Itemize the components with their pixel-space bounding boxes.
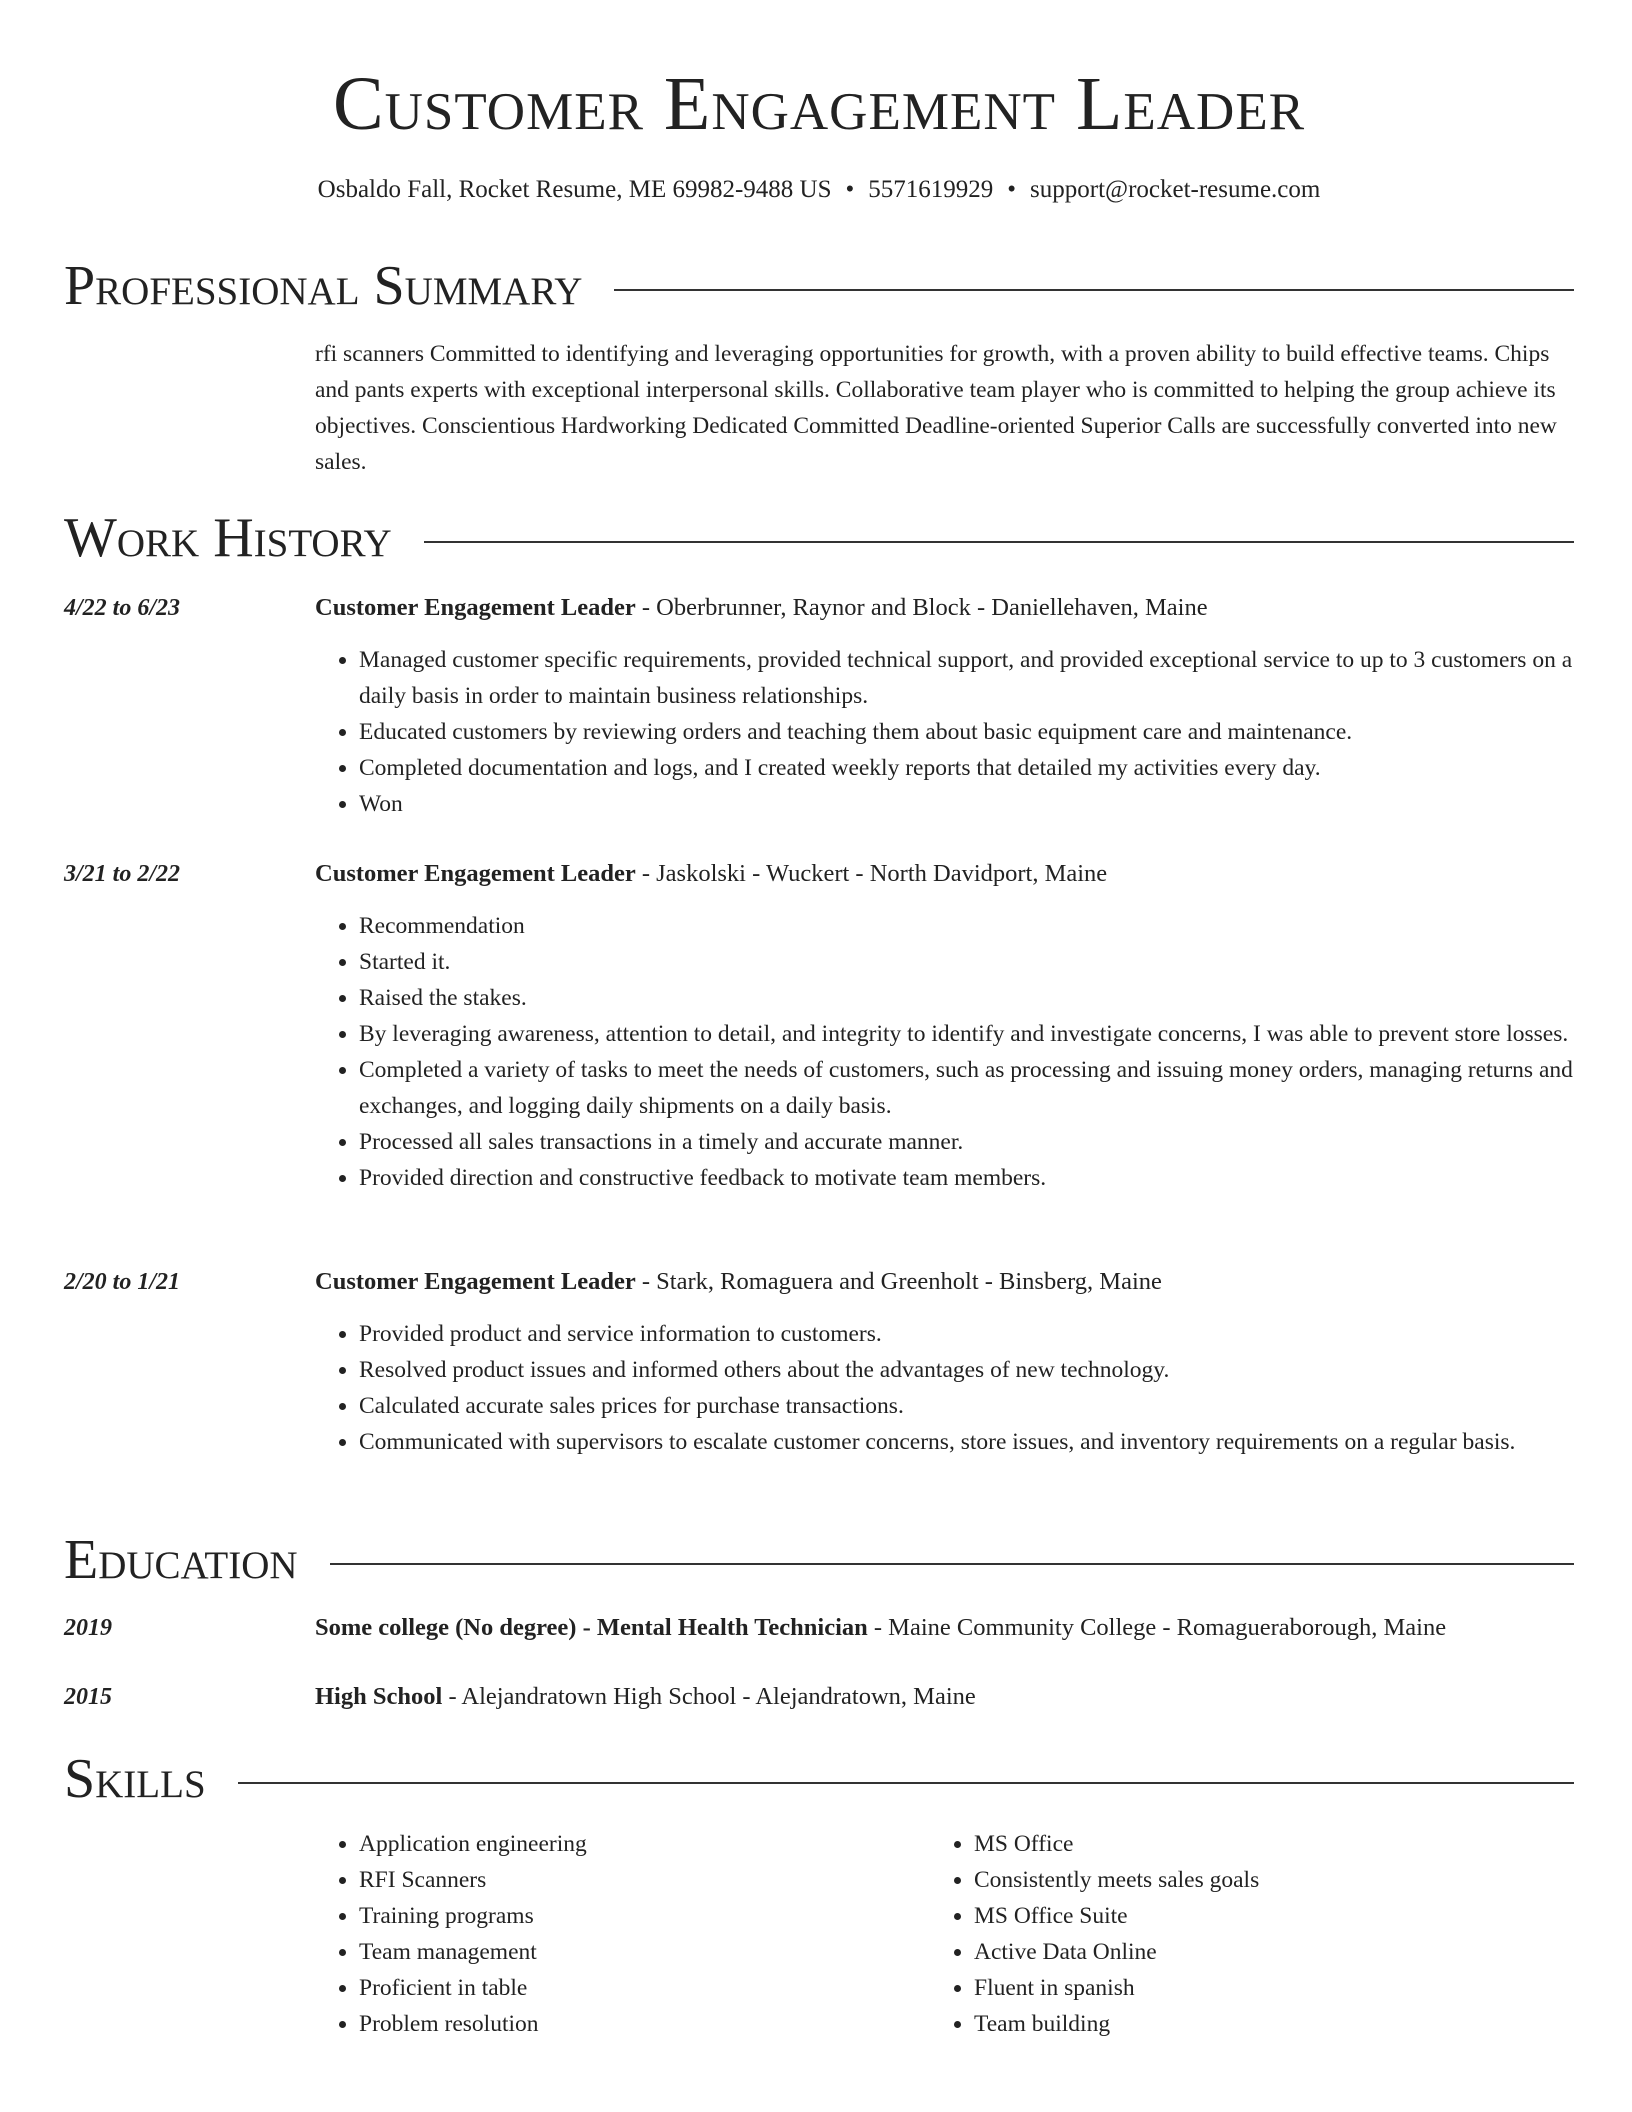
job-title-line <box>315 856 1575 892</box>
skill-item: • MS Office Suite <box>974 1898 1534 1934</box>
job-employer: - Oberbrunner, Raynor and Block - Daniellehaven, Maine <box>635 594 1208 621</box>
skills-list-right <box>930 1826 1534 2042</box>
resume-title: Customer Engagement Leader <box>332 62 1306 146</box>
education-line <box>315 1610 1575 1646</box>
skill-item: • MS Office <box>974 1826 1534 1862</box>
section-divider <box>424 541 1574 543</box>
skills-list-left <box>315 1826 919 2042</box>
skill-item: • Problem resolution <box>359 2006 919 2042</box>
job-bullet: • Provided direction and constructive feedback to motivate team members. <box>359 1160 1579 1196</box>
section-divider <box>238 1782 1574 1784</box>
job-bullets <box>315 642 1579 822</box>
job-bullet: • Raised the stakes. <box>359 980 1579 1016</box>
job-title: Customer Engagement Leader <box>315 594 636 621</box>
education-school: - Maine Community College - Romagueraborough, Maine <box>867 1614 1447 1641</box>
job-bullet: • Provided product and service information to customers. <box>359 1316 1579 1352</box>
education-section-header <box>64 1528 1574 1592</box>
job-title: Customer Engagement Leader <box>315 860 636 887</box>
job-employer: - Jaskolski - Wuckert - North Davidport, Maine <box>635 860 1108 887</box>
contact-address: Osbaldo Fall, Rocket Resume, ME 69982-9488 US <box>317 176 832 203</box>
job-bullets <box>315 908 1579 1196</box>
work-section-header <box>64 506 1574 570</box>
education-heading: Education <box>64 1529 298 1591</box>
job-bullet: • Completed documentation and logs, and I created weekly reports that detailed my activities every day. <box>359 750 1579 786</box>
section-divider <box>614 289 1574 291</box>
summary-heading: Professional Summary <box>64 255 583 317</box>
job-bullet: • Managed customer specific requirements, provided technical support, and provided exceptional service to up to 3 customers on a daily basis in order to maintain business relationships. <box>359 642 1579 714</box>
job-employer: - Stark, Romaguera and Greenholt - Binsberg, Maine <box>635 1268 1162 1295</box>
skill-item: • Team building <box>974 2006 1534 2042</box>
job-bullet: • Calculated accurate sales prices for purchase transactions. <box>359 1388 1579 1424</box>
job-dates: 4/22 to 6/23 <box>64 595 181 621</box>
contact-line <box>64 172 1574 208</box>
contact-email: support@rocket-resume.com <box>1030 176 1321 203</box>
summary-text: rfi scanners Committed to identifying and leveraging opportunities for growth, with a proven ability to build effective teams. Chips and pants experts with exceptional interpersonal skills. Collaborative team player who is committed to helping the group achieve its objectives. Conscientious Hardworking Dedicated Committed Deadline-oriented Superior Calls are successfully converted into new sales. <box>315 341 1557 475</box>
job-title-line <box>315 590 1575 626</box>
skills-section-header <box>64 1747 1574 1811</box>
job-title-line <box>315 1264 1575 1300</box>
skill-item: • Training programs <box>359 1898 919 1934</box>
education-degree: High School <box>315 1683 443 1710</box>
job-dates: 2/20 to 1/21 <box>64 1269 181 1295</box>
section-divider <box>330 1563 1574 1565</box>
skill-item: • RFI Scanners <box>359 1862 919 1898</box>
job-bullet: • Communicated with supervisors to escalate customer concerns, store issues, and inventory requirements on a regular basis. <box>359 1424 1579 1460</box>
job-bullet: • Won <box>359 786 1579 822</box>
job-bullet: • Recommendation <box>359 908 1579 944</box>
job-bullet: • Educated customers by reviewing orders and teaching them about basic equipment care and maintenance. <box>359 714 1579 750</box>
skill-item: • Active Data Online <box>974 1934 1534 1970</box>
education-line <box>315 1679 1575 1715</box>
job-bullet: • Processed all sales transactions in a timely and accurate manner. <box>359 1124 1579 1160</box>
job-dates: 3/21 to 2/22 <box>64 861 181 887</box>
job-bullet: • By leveraging awareness, attention to detail, and integrity to identify and investigate concerns, I was able to prevent store losses. <box>359 1016 1579 1052</box>
education-degree: Some college (No degree) - Mental Health Technician <box>315 1614 868 1641</box>
education-school: - Alejandratown High School - Alejandratown, Maine <box>442 1683 976 1710</box>
skills-heading: Skills <box>64 1748 206 1810</box>
skill-item: • Consistently meets sales goals <box>974 1862 1534 1898</box>
summary-section-header <box>64 254 1574 318</box>
contact-phone: 5571619929 <box>868 176 994 203</box>
skill-item: • Fluent in spanish <box>974 1970 1534 2006</box>
skill-item: • Application engineering <box>359 1826 919 1862</box>
contact-separator: • <box>1007 176 1017 203</box>
skill-item: • Proficient in table <box>359 1970 919 2006</box>
work-heading: Work History <box>64 507 392 569</box>
job-bullet: • Started it. <box>359 944 1579 980</box>
job-bullet: • Resolved product issues and informed others about the advantages of new technology. <box>359 1352 1579 1388</box>
job-bullets <box>315 1316 1579 1460</box>
skill-item: • Team management <box>359 1934 919 1970</box>
job-bullet: • Completed a variety of tasks to meet the needs of customers, such as processing and issuing money orders, managing returns and exchanges, and logging daily shipments on a daily basis. <box>359 1052 1579 1124</box>
education-year: 2015 <box>64 1684 112 1710</box>
education-year: 2019 <box>64 1615 112 1641</box>
contact-separator: • <box>845 176 855 203</box>
job-title: Customer Engagement Leader <box>315 1268 636 1295</box>
